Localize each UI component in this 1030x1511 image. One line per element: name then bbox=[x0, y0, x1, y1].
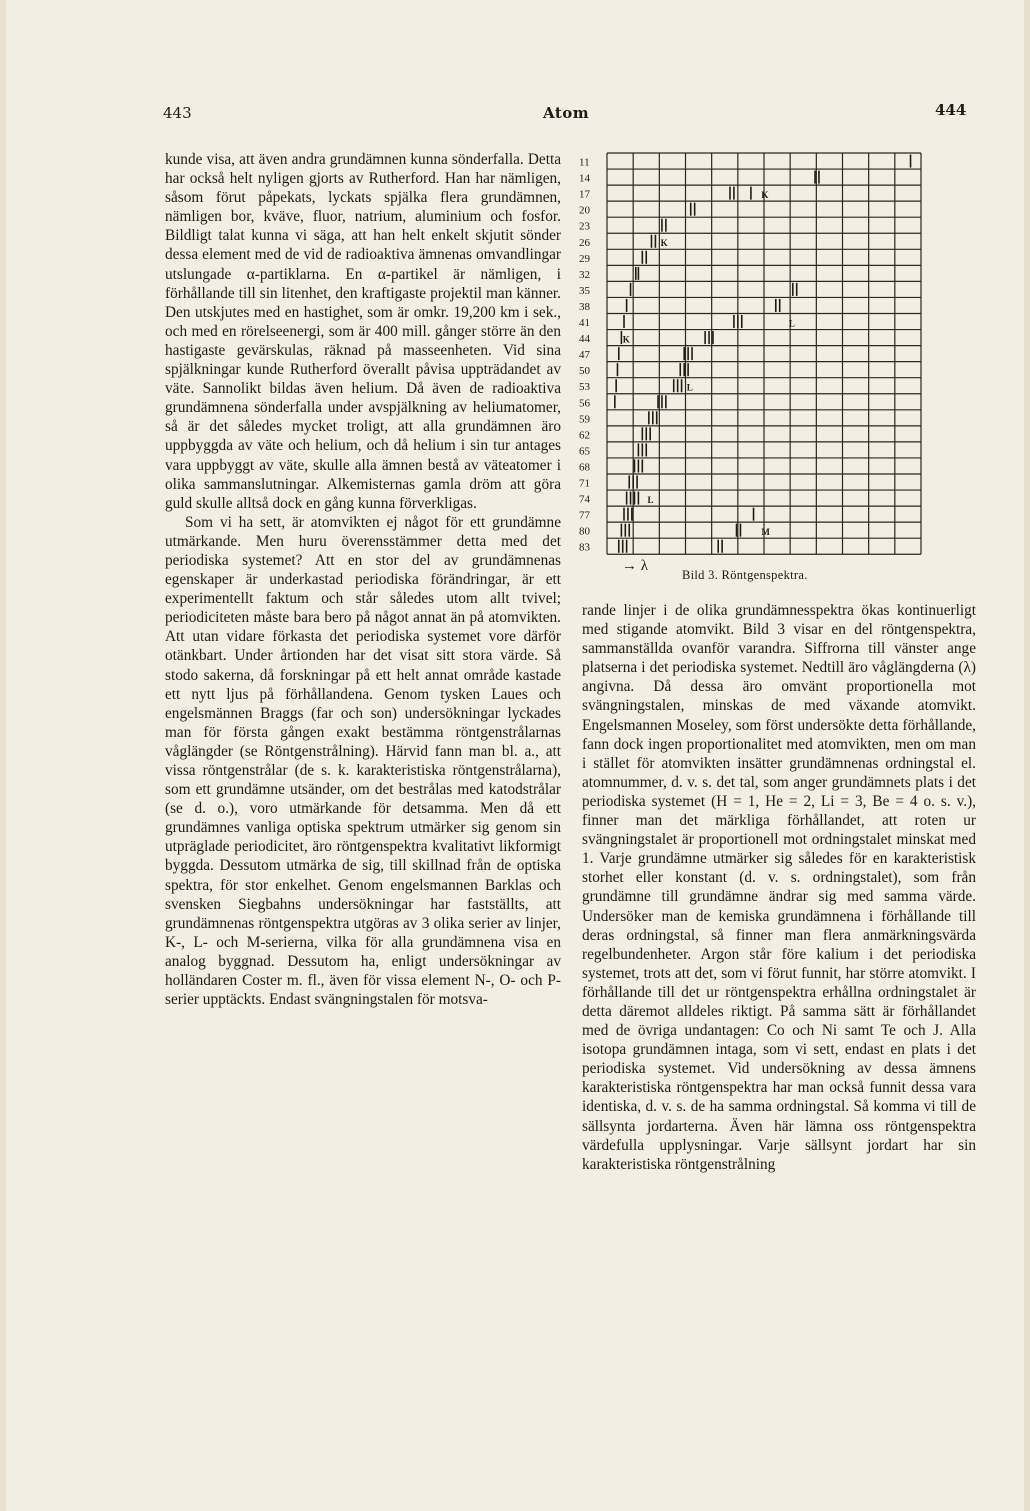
running-title: Atom bbox=[543, 104, 590, 122]
row-label: 65 bbox=[579, 445, 590, 458]
row-label: 38 bbox=[579, 300, 590, 313]
series-label: L bbox=[647, 494, 654, 505]
row-label: 71 bbox=[579, 477, 590, 490]
page-number-right: 444 bbox=[935, 101, 967, 119]
series-label: K bbox=[622, 334, 630, 345]
row-label: 14 bbox=[579, 172, 590, 185]
row-label: 56 bbox=[579, 397, 590, 410]
row-label: 62 bbox=[579, 429, 590, 442]
row-label: 53 bbox=[579, 381, 590, 394]
row-label: 17 bbox=[579, 188, 590, 201]
paragraph: kunde visa, att även andra grundämnen kunna sönderfalla. Detta har också helt nyligen gjorts av Rutherford. Han har nämligen, såsom förut påpekats, lyckats spjälka flera grundämnen, nämligen bor, kväve, fluor, natrium, aluminium och fosfor. Bildligt talat kunna vi säga, att han helt enkelt skjutit sönder dessa element med de vid de radioaktiva ämnenas omvandlingar utslungade α-partiklarna. En α-partikel är nämligen, i förhållande till sin litenhet, den kraftigaste projektil man känner. Den utskjutes med en hastighet, som är omkr. 19,200 km i sek., och med en rörelseenergi, som är 400 mill. gånger större än den hastigaste gevärskulas, räknad på masseenheten. Vid sina spjälkningar kunde Rutherford överallt påvisa uppträdandet av väte. Sannolikt bildas även helium. Då även de radioaktiva grundämnena sönderfalla under avspjälkning av heliumatomer, så är det således mycket troligt, att alla grundämnen äro uppbyggda av väte och helium, och då helium i sin tur antages vara uppbyggt av väte, skulle alla ämnen bestå av väteatomer i olika sammanslutningar. Alkemisternas gamla dröm att göra guld skulle alltså dock en gång kunna förverkligas. bbox=[165, 151, 561, 512]
row-label: 44 bbox=[579, 333, 590, 346]
lambda-arrow-label: → λ bbox=[622, 558, 649, 574]
left-text-column bbox=[165, 150, 561, 1009]
row-label: 74 bbox=[579, 493, 590, 506]
row-label: 77 bbox=[579, 509, 590, 522]
spectra-chart bbox=[573, 149, 983, 559]
row-label: 32 bbox=[579, 268, 590, 281]
series-label: L bbox=[788, 318, 795, 329]
paragraph: Som vi ha sett, är atomvikten ej något för ett grundämne utmärkande. Men huru överensstämmer detta med det periodiska systemet? Att en stor del av grundämnenas egenskaper är underkastad periodiska förändringar, är ett experimentellt faktum och står således utom allt tvivel; periodiciteten måste bara bero på något annat än på atomvikten. Att utan vidare förkasta det periodiska systemet vore därför otänkbart. Under årtionden har det visat sitt stora värde. Så stodo sakerna, då forskningar på ett helt annat område kastade ett nytt ljus på förhållandena. Genom tysken Laues och engelsmännen Braggs (far och son) undersökningar lyckades man för första gången exakt bestämma röntgenstrålarnas våglängder (se Röntgenstrålning). Härvid fann man bl. a., att vissa röntgenstrålar (de s. k. karakteristiska röntgenstrålarna), som ett grundämne utsänder, om det bestrålas med katodstrålar (se d. o.), voro utmärkande för detsamma. Men då ett grundämnes vanliga optiska spektrum utmärker sig genom sin utpräglade periodicitet, äro röntgenspektra kvalitativt likformigt byggda. Dessutom utmärka de sig, till skillnad från de optiska spektra, för stor enkelhet. Genom engelsmannen Barklas och svensken Siegbahns undersökningar har fastställts, att grundämnenas röntgenspektra utgöras av 3 olika serier av linjer, K-, L- och M-serierna, vilka för alla grundämnena visa en analog byggnad. Dessutom ha, enligt undersökningar av holländaren Coster m. fl., även för vissa element N-, O- och P-serier upptäckts. Endast svängningstalen för motsva- bbox=[165, 513, 561, 1009]
row-label: 83 bbox=[579, 541, 590, 554]
row-label: 23 bbox=[579, 220, 590, 233]
row-label: 50 bbox=[579, 365, 590, 378]
series-label: K bbox=[761, 189, 769, 200]
figure-caption: Bild 3. Röntgenspektra. bbox=[682, 568, 808, 582]
series-label: L bbox=[686, 382, 693, 393]
row-label: 47 bbox=[579, 349, 590, 362]
row-label: 80 bbox=[579, 525, 590, 538]
right-text-column bbox=[582, 601, 976, 1174]
row-label: 20 bbox=[579, 204, 590, 217]
page-number-left: 443 bbox=[163, 104, 192, 122]
row-label: 59 bbox=[579, 413, 590, 426]
row-label: 29 bbox=[579, 252, 590, 265]
row-label: 26 bbox=[579, 236, 590, 249]
row-label: 35 bbox=[579, 284, 590, 297]
xray-spectra-figure bbox=[573, 149, 983, 589]
row-label: 68 bbox=[579, 461, 590, 474]
row-label: 41 bbox=[579, 317, 590, 330]
paragraph: rande linjer i de olika grundämnesspektra ökas kontinuerligt med stigande atomvikt. Bild 3 visar en del röntgenspektra, sammanställda ovanför varandra. Siffrorna till vänster ange platserna i det periodiska systemet. Nedtill äro våglängderna (λ) angivna. Då dessa äro omvänt proportionella mot svängningstalen, minskas de med växande atomvikt. Engelsmannen Moseley, som först undersökte detta förhållande, fann dock ingen proportionalitet med atomvikten, men om man i stället för atomvikten insätter grundämnenas ordningstal el. atomnummer, d. v. s. det tal, som anger grundämnets plats i det periodiska systemet (H = 1, He = 2, Li = 3, Be = 4 o. s. v.), finner man det märkliga förhållandet, att roten ur svängningstalet är proportionell mot ordningstalet minskat med 1. Varje grundämne utmärker sig således för en karakteristisk storhet eller konstant (d. v. s. ordningstalet), som från grundämne till grundämne ändrar sig med samma värde. Undersöker man de kemiska grundämnena i förhållande till deras ordningstal, så finner man flera anmärkningsvärda regelbundenheter. Argon står före kalium i det periodiska systemet, trots att det, som vi förut funnit, har större atomvikt. I förhållande till det ur röntgenspektra erhållna ordningstalet är detta däremot alldeles riktigt. På samma sätt är förhållandet med de övriga undantagen: Co och Ni samt Te och J. Alla isotopa grundämnen intaga, som vi sett, endast en plats i det periodiska systemet. Vid undersökning av dessa ämnens karakteristiska röntgenspektra har man också funnit dessa vara identiska, d. v. s. de ha samma ordningstal. Så komma vi till de sällsynta jordarterna. Även här lämna oss röntgenspektra värdefulla upplysningar. Varje sällsynt jordart har sin karakteristiska röntgenstrålning bbox=[582, 602, 976, 1173]
series-label: K bbox=[660, 238, 668, 249]
series-label: M bbox=[761, 526, 770, 537]
row-label: 11 bbox=[579, 156, 590, 169]
